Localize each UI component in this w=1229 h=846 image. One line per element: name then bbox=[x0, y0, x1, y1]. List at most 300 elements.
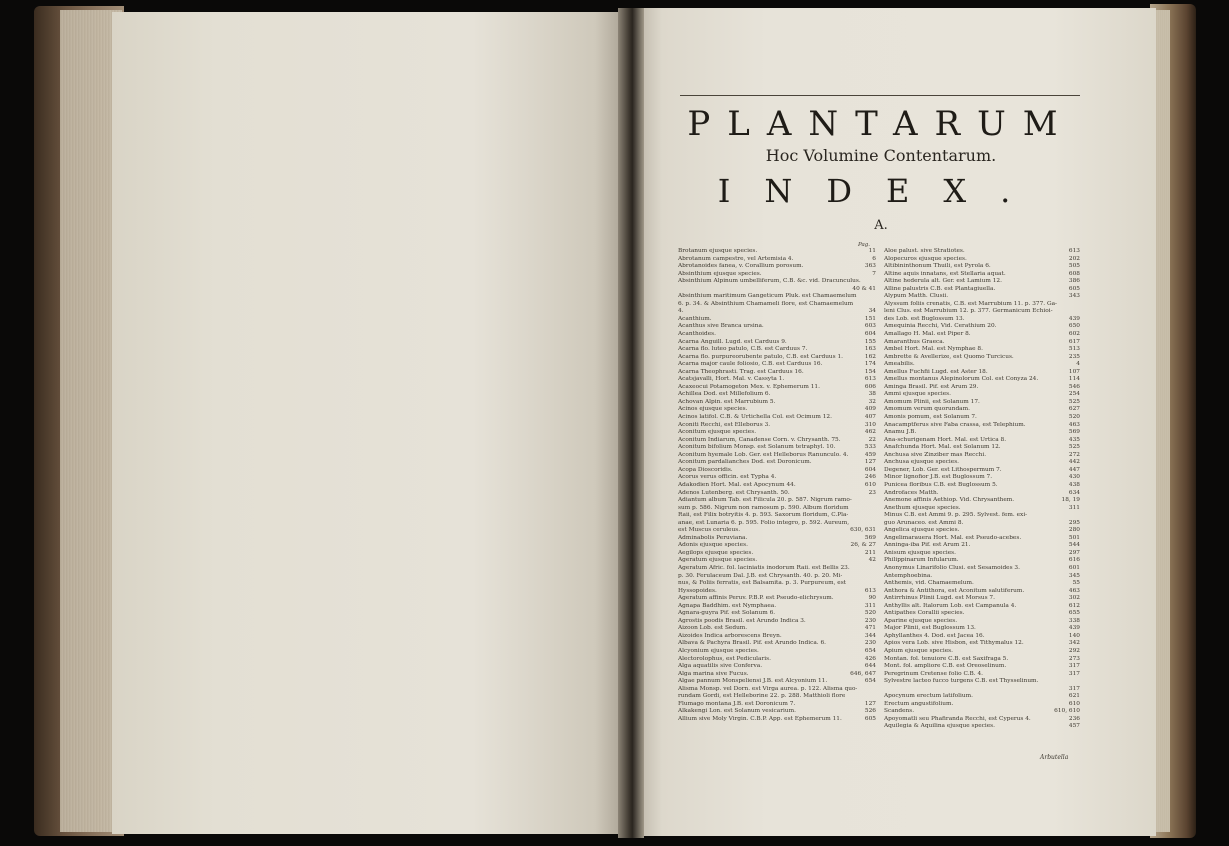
entry-name: Acinos ejusque species. bbox=[678, 406, 748, 413]
entry-page: 463 bbox=[1068, 421, 1080, 428]
entry-page: 6 bbox=[872, 255, 876, 262]
entry-name: rundam Gordi, est Helleborine 22. p. 288. Matthioli flore bbox=[678, 693, 846, 700]
entry-page: 344 bbox=[864, 632, 876, 639]
entry-name: Aconitum pardalianches Dod. est Doronicum. bbox=[678, 459, 812, 466]
index-entry bbox=[678, 542, 876, 550]
index-entry bbox=[678, 527, 876, 535]
index-entry bbox=[678, 399, 876, 407]
index-entry bbox=[884, 535, 1080, 543]
entry-name: Acorus verus officin. est Typha 4. bbox=[678, 474, 777, 481]
entry-name: Altine hederula alt. Ger. est Lamium 12. bbox=[884, 278, 1002, 285]
entry-page: 246 bbox=[864, 474, 876, 481]
index-entry bbox=[884, 248, 1080, 256]
index-entry bbox=[678, 625, 876, 633]
index-entry bbox=[678, 716, 876, 724]
entry-page: 295 bbox=[1068, 519, 1080, 526]
index-entry bbox=[678, 248, 876, 256]
entry-name: Acinos latifol. C.B. & Urtichella Col. est Ocimum 12. bbox=[678, 414, 832, 421]
entry-page bbox=[873, 301, 876, 309]
entry-page: 608 bbox=[1068, 270, 1080, 277]
entry-name: Amonis pomum, est Solanum 7. bbox=[884, 414, 977, 421]
entry-page: 127 bbox=[864, 700, 876, 707]
entry-name: Aparine ejusque species. bbox=[884, 617, 958, 624]
index-entry bbox=[678, 686, 876, 694]
entry-page: 55 bbox=[1072, 580, 1080, 587]
index-entry bbox=[884, 391, 1080, 399]
entry-page: 254 bbox=[1068, 391, 1080, 398]
index-entry bbox=[884, 723, 1080, 731]
entry-page: 525 bbox=[1068, 398, 1080, 405]
entry-name: Amomum verum quorundam. bbox=[884, 406, 970, 413]
index-entry bbox=[678, 384, 876, 392]
entry-page: 317 bbox=[1068, 685, 1080, 692]
entry-page: 345 bbox=[1068, 572, 1080, 579]
index-entry bbox=[678, 301, 876, 309]
entry-name: Altine aquis innatans, est Stellaria aquat. bbox=[884, 270, 1006, 277]
entry-name: anae, est Lunaria 6. p. 595. Folio integro, p. 592. Aureum, bbox=[678, 519, 850, 526]
entry-name: Acanthus sive Branca ursina. bbox=[678, 323, 764, 330]
index-entry bbox=[678, 323, 876, 331]
index-entry bbox=[678, 588, 876, 596]
entry-page: 163 bbox=[864, 346, 876, 353]
index-entry bbox=[884, 406, 1080, 414]
index-entry bbox=[678, 474, 876, 482]
entry-name: Aegilops ejusque species. bbox=[678, 549, 754, 556]
entry-name: Erectum angustifolium. bbox=[884, 700, 954, 707]
index-entry bbox=[678, 580, 876, 588]
entry-page: 650 bbox=[1068, 323, 1080, 330]
entry-page: 430 bbox=[1068, 474, 1080, 481]
entry-page: 533 bbox=[864, 444, 876, 451]
entry-page: 613 bbox=[864, 376, 876, 383]
entry-name: Anethum ejusque species. bbox=[884, 504, 961, 511]
entry-page: 462 bbox=[864, 429, 876, 436]
entry-name: Minor lignofior J.B. est Buglossum 7. bbox=[884, 474, 993, 481]
blank-left-page bbox=[112, 12, 626, 834]
entry-page: 617 bbox=[1068, 338, 1080, 345]
index-column-right bbox=[884, 248, 1080, 731]
index-entry bbox=[678, 512, 876, 520]
entry-name: Alline palustris C.B. est Plantagiuella. bbox=[884, 285, 996, 292]
index-entry bbox=[678, 308, 876, 316]
entry-page: 569 bbox=[1068, 429, 1080, 436]
entry-name: Ageratum ejusque species. bbox=[678, 557, 758, 564]
entry-name: Amaranthus Graeca. bbox=[884, 338, 945, 345]
index-entry bbox=[678, 633, 876, 641]
index-entry bbox=[678, 459, 876, 467]
index-entry bbox=[884, 663, 1080, 671]
entry-name: Anafchunda Hort. Mal. est Solanum 12. bbox=[884, 444, 1001, 451]
entry-page: 230 bbox=[864, 640, 876, 647]
page-column-label: Pag. bbox=[858, 242, 871, 248]
entry-name: Adonis ejusque species. bbox=[678, 542, 748, 549]
index-entry bbox=[678, 444, 876, 452]
entry-name: Ambrette & Avellerize, est Quomo Turcicus. bbox=[884, 353, 1014, 360]
entry-page: 613 bbox=[864, 587, 876, 594]
entry-name: Alisma Monsp. vel Dorn. est Virga aurea. p. 122. Alisma quo- bbox=[678, 685, 858, 692]
entry-page: 601 bbox=[1068, 564, 1080, 571]
entry-page: 513 bbox=[1068, 346, 1080, 353]
index-entry bbox=[884, 482, 1080, 490]
entry-page: 526 bbox=[864, 708, 876, 715]
entry-page: 603 bbox=[864, 323, 876, 330]
index-entry bbox=[678, 520, 876, 528]
entry-page: 544 bbox=[1068, 542, 1080, 549]
entry-name: Adiantum album Tab. est Filicula 20. p. 587. Nigrum ramo- bbox=[678, 497, 852, 504]
entry-name: Alga aquatilis sive Conferva. bbox=[678, 663, 763, 670]
index-entry bbox=[678, 671, 876, 679]
entry-page: 438 bbox=[1068, 481, 1080, 488]
entry-page: 546 bbox=[1068, 383, 1080, 390]
entry-page: 235 bbox=[1068, 353, 1080, 360]
entry-name: Aconitum ejusque species. bbox=[678, 429, 757, 436]
entry-page: 311 bbox=[864, 602, 876, 609]
entry-name: Adakodien Hort. Mal. est Apocynum 44. bbox=[678, 481, 796, 488]
index-entry bbox=[884, 263, 1080, 271]
entry-name: Anthyllis alt. Italorum Lob. est Campanula 4. bbox=[884, 602, 1017, 609]
entry-name: Acarna flo. purpureorubente patulo, C.B. est Carduus 1. bbox=[678, 353, 844, 360]
index-entry bbox=[884, 361, 1080, 369]
index-entry bbox=[884, 278, 1080, 286]
index-entry bbox=[678, 663, 876, 671]
entry-page: 463 bbox=[1068, 587, 1080, 594]
index-entry bbox=[884, 308, 1080, 316]
entry-page: 646, 647 bbox=[850, 670, 876, 677]
entry-name: Alopecuros ejusque species. bbox=[884, 255, 967, 262]
index-entry bbox=[884, 701, 1080, 709]
index-entry bbox=[678, 339, 876, 347]
entry-name: Ana-schurigenam Hort. Mal. est Urtica 8. bbox=[884, 436, 1007, 443]
index-entry bbox=[884, 414, 1080, 422]
entry-name: Alkakengi Lon. est Solanum vesicarium. bbox=[678, 708, 796, 715]
index-entry bbox=[884, 557, 1080, 565]
entry-name: Ageratum Afric. fol. laciniatis inodorum Raii. est Bellis 23. bbox=[678, 564, 850, 571]
index-entry bbox=[678, 595, 876, 603]
entry-name: Aconitum bifolium Monsp. est Solanum tetraphyl. 10. bbox=[678, 444, 836, 451]
entry-name: Amomum Plinii, est Solanum 17. bbox=[884, 398, 980, 405]
index-entry bbox=[678, 693, 876, 701]
entry-name: Anthemis, vid. Chamaemelum. bbox=[884, 580, 974, 587]
entry-name: Antirrhinus Plinii Lugd. est Morsus 7. bbox=[884, 595, 995, 602]
index-entry bbox=[884, 595, 1080, 603]
entry-page: 236 bbox=[1068, 715, 1080, 722]
entry-name: Achillea Dod. est Millefolium 6. bbox=[678, 391, 771, 398]
entry-page bbox=[1077, 512, 1080, 520]
entry-page: 612 bbox=[1068, 602, 1080, 609]
entry-page: 114 bbox=[1068, 376, 1080, 383]
entry-name: Angelica ejusque species. bbox=[884, 527, 960, 534]
index-entry bbox=[884, 497, 1080, 505]
entry-page: 7 bbox=[872, 270, 876, 277]
entry-page: 610, 610 bbox=[1054, 708, 1080, 715]
entry-name: Punicea floribus C.B. est Buglossum 5. bbox=[884, 481, 998, 488]
index-entry bbox=[884, 316, 1080, 324]
index-entry bbox=[884, 580, 1080, 588]
index-entry bbox=[884, 399, 1080, 407]
index-entry bbox=[678, 557, 876, 565]
entry-page bbox=[873, 512, 876, 520]
entry-page: 107 bbox=[1068, 368, 1080, 375]
index-entry bbox=[884, 271, 1080, 279]
entry-name: Absinthium maritimum Gangeticum Pluk. est Chamaemelum bbox=[678, 293, 857, 300]
entry-name: Degener, Lob. Ger. est Lithospermum 7. bbox=[884, 466, 1002, 473]
entry-page: 644 bbox=[864, 663, 876, 670]
entry-page bbox=[873, 520, 876, 528]
entry-page bbox=[873, 686, 876, 694]
section-letter: A. bbox=[874, 218, 888, 233]
entry-name: Amellus Fuchfii Lugd. est Aster 18. bbox=[884, 368, 988, 375]
entry-name: Aconitum Indiarum, Canadense Corn. v. Chrysanth. 75. bbox=[678, 436, 841, 443]
entry-name: Altibininthonum Thuili, est Pyrola 6. bbox=[884, 263, 991, 270]
entry-page: 42 bbox=[868, 557, 876, 564]
index-entry bbox=[678, 573, 876, 581]
entry-name: Anthora & Antithora, est Aconitum salutiferum. bbox=[884, 587, 1025, 594]
entry-name: 4. bbox=[678, 308, 684, 315]
entry-name: Aminga Brasil. Pif. est Arum 29. bbox=[884, 383, 979, 390]
index-entry bbox=[884, 354, 1080, 362]
entry-page: 174 bbox=[864, 361, 876, 368]
entry-name: Anemone affinis Aethiop. Vid. Chrysanthem. bbox=[884, 497, 1015, 504]
index-entry bbox=[678, 286, 876, 294]
index-entry bbox=[884, 346, 1080, 354]
index-entry bbox=[678, 331, 876, 339]
entry-page bbox=[873, 497, 876, 505]
entry-page: 604 bbox=[864, 466, 876, 473]
entry-name: Peregrinum Cretense folio C.B. 4. bbox=[884, 670, 984, 677]
entry-name: des Lob. est Buglossum 13. bbox=[884, 315, 965, 322]
index-entry bbox=[884, 588, 1080, 596]
entry-name: Antipathes Corallii species. bbox=[884, 610, 965, 617]
index-entry bbox=[678, 361, 876, 369]
index-entry bbox=[678, 263, 876, 271]
entry-page: 272 bbox=[1068, 451, 1080, 458]
index-entry bbox=[884, 301, 1080, 309]
entry-name: Agnara-guyra Pif. est Solanum 6. bbox=[678, 610, 776, 617]
entry-page: 310 bbox=[864, 421, 876, 428]
entry-name: Ameabilis. bbox=[884, 361, 915, 368]
entry-name: Apoyomatli seu Phafiranda Recchi, est Cyperus 4. bbox=[884, 715, 1031, 722]
entry-page: 18, 19 bbox=[1061, 497, 1080, 504]
entry-page: 627 bbox=[1068, 406, 1080, 413]
entry-page bbox=[1077, 678, 1080, 686]
book-gutter bbox=[618, 8, 644, 838]
index-entry bbox=[678, 346, 876, 354]
entry-page: 386 bbox=[1068, 278, 1080, 285]
entry-page: 151 bbox=[864, 315, 876, 322]
entry-name: Amequinia Recchi, Vid. Cerathium 20. bbox=[884, 323, 997, 330]
index-entry bbox=[884, 376, 1080, 384]
index-entry bbox=[884, 565, 1080, 573]
entry-page: 297 bbox=[1068, 549, 1080, 556]
index-entry bbox=[884, 716, 1080, 724]
entry-name: Brotanum ejusque species. bbox=[678, 248, 758, 254]
entry-name: Hyssopoides. bbox=[678, 587, 717, 594]
header-rule bbox=[680, 95, 1080, 96]
entry-name: nus, & Foliis ferratis, est Balsamita. p. 3. Purpureum, est bbox=[678, 580, 846, 587]
index-entry bbox=[678, 640, 876, 648]
entry-name: Acatsjavalli, Hort. Mal. v. Cassyta 1. bbox=[678, 376, 785, 383]
index-entry bbox=[884, 444, 1080, 452]
index-entry bbox=[884, 331, 1080, 339]
entry-name: Acarna Anguill. Lugd. est Carduus 9. bbox=[678, 338, 787, 345]
index-entry bbox=[678, 565, 876, 573]
entry-name: Adminabolis Peruviana. bbox=[678, 534, 748, 541]
entry-page: 520 bbox=[864, 610, 876, 617]
entry-page: 317 bbox=[1068, 670, 1080, 677]
entry-page: 654 bbox=[864, 647, 876, 654]
entry-page: 634 bbox=[1068, 489, 1080, 496]
entry-page: 439 bbox=[1068, 315, 1080, 322]
entry-page bbox=[873, 693, 876, 701]
entry-page: 569 bbox=[864, 534, 876, 541]
entry-name: Anacamptferus sive Faba crassa, est Telephium. bbox=[884, 421, 1026, 428]
entry-page: 280 bbox=[1068, 527, 1080, 534]
entry-name: Androfaces Matth. bbox=[884, 489, 939, 496]
entry-page: 447 bbox=[1068, 466, 1080, 473]
entry-page: 630, 631 bbox=[850, 527, 876, 534]
index-entry bbox=[884, 573, 1080, 581]
index-entry bbox=[884, 542, 1080, 550]
entry-page: 610 bbox=[1068, 700, 1080, 707]
entry-page: 616 bbox=[1068, 557, 1080, 564]
entry-name: Angelimarauera Hort. Mal. est Pseudo-acebes. bbox=[884, 534, 1022, 541]
entry-name: Ageratum affinis Peruv. P.B.P. est Pseudo-elichrysum. bbox=[678, 595, 834, 602]
catchword: Arbutella bbox=[1040, 754, 1069, 761]
index-entry bbox=[678, 708, 876, 716]
index-entry bbox=[884, 459, 1080, 467]
index-entry bbox=[884, 520, 1080, 528]
entry-page: 426 bbox=[864, 655, 876, 662]
index-entry bbox=[884, 625, 1080, 633]
entry-name: Anisum ejusque species. bbox=[884, 549, 956, 556]
index-entry bbox=[884, 256, 1080, 264]
index-entry bbox=[884, 339, 1080, 347]
entry-page: 154 bbox=[864, 368, 876, 375]
entry-name: Abrotanum campestre, vel Artemisia 4. bbox=[678, 255, 794, 262]
index-entry bbox=[884, 467, 1080, 475]
entry-name: Agnapa Baddhim. est Nymphaea. bbox=[678, 602, 777, 609]
entry-page: 273 bbox=[1068, 655, 1080, 662]
entry-page: 605 bbox=[864, 715, 876, 722]
entry-name: Mont. fol. ampliore C.B. est Oreoselinum. bbox=[884, 663, 1007, 670]
index-entry bbox=[678, 535, 876, 543]
index-entry bbox=[884, 610, 1080, 618]
entry-name: Abrotanoides fanea, v. Corallium porosum. bbox=[678, 263, 804, 270]
index-entry bbox=[678, 256, 876, 264]
entry-name: Antemphoebina. bbox=[884, 572, 933, 579]
entry-page: 127 bbox=[864, 459, 876, 466]
entry-name: Philippinarum Infularum. bbox=[884, 557, 959, 564]
entry-page: 654 bbox=[864, 678, 876, 685]
entry-name: Achovan Alpin. est Marrubium 5. bbox=[678, 398, 776, 405]
index-entry bbox=[884, 369, 1080, 377]
entry-name: Anamu J.B. bbox=[884, 429, 917, 436]
index-entry bbox=[884, 490, 1080, 498]
index-heading: INDEX. bbox=[717, 172, 1045, 210]
index-entry bbox=[884, 671, 1080, 679]
entry-page: 505 bbox=[1068, 263, 1080, 270]
entry-name: leni Clus. est Marrubium 12. p. 377. Germanicum Echioi- bbox=[884, 308, 1053, 315]
entry-page: 40 & 41 bbox=[852, 285, 876, 292]
index-entry bbox=[884, 618, 1080, 626]
entry-name: Aconitum hyemale Lob. Ger. est Helleborus Ranunculo. 4. bbox=[678, 451, 849, 458]
entry-page bbox=[1077, 301, 1080, 309]
entry-name: Alypum Matth. Clusii. bbox=[884, 293, 949, 300]
entry-page: 621 bbox=[1068, 693, 1080, 700]
index-entry bbox=[678, 316, 876, 324]
entry-page: 211 bbox=[864, 549, 876, 556]
index-entry bbox=[884, 640, 1080, 648]
entry-page: 604 bbox=[864, 331, 876, 338]
index-entry bbox=[678, 482, 876, 490]
index-entry bbox=[884, 452, 1080, 460]
entry-page bbox=[873, 505, 876, 513]
entry-name: Aloe palust. sive Stratiotes. bbox=[884, 248, 965, 254]
index-entry bbox=[884, 708, 1080, 716]
index-entry bbox=[884, 648, 1080, 656]
index-entry bbox=[678, 701, 876, 709]
entry-name: Sylvestre lacteo fucco turgens C.B. est Thysselinum. bbox=[884, 678, 1039, 685]
index-entry bbox=[884, 527, 1080, 535]
entry-name: Aquilegia & Aquilina ejusque species. bbox=[884, 723, 995, 730]
entry-name: Raii, est Filix botryitis 4. p. 593. Saxorum floridum, C.Pla- bbox=[678, 512, 849, 519]
entry-name: Acaxeocui Potamogeton Mex. v. Ephemerum 11. bbox=[678, 383, 820, 390]
index-entry bbox=[678, 271, 876, 279]
index-entry bbox=[678, 648, 876, 656]
entry-name: Montan. fol. tenuiore C.B. est Saxifraga 5. bbox=[884, 655, 1009, 662]
entry-name: Agrostis poodis Brasil. est Arundo Indica 3. bbox=[678, 617, 806, 624]
entry-page bbox=[1077, 308, 1080, 316]
entry-page: 613 bbox=[1068, 248, 1080, 254]
entry-name: Algae pannum Monspeliensi J.B. est Alcyonium 11. bbox=[678, 678, 828, 685]
index-entry bbox=[884, 474, 1080, 482]
index-entry bbox=[678, 391, 876, 399]
entry-name: Ambel Hort. Mal. est Nymphae 8. bbox=[884, 346, 983, 353]
index-entry bbox=[884, 505, 1080, 513]
entry-page bbox=[873, 580, 876, 588]
entry-name: Apios vera Lob. sive Hisbon, est Tithymalus 12. bbox=[884, 640, 1024, 647]
entry-name: Alga marina sive Fucus. bbox=[678, 670, 749, 677]
entry-name: 6. p. 34. & Absinthium Chamameli flore, est Chamaemelum bbox=[678, 300, 854, 307]
entry-page: 11 bbox=[868, 248, 876, 254]
index-entry bbox=[884, 429, 1080, 437]
entry-name: Adenos Lutenberg. est Chrysanth. 50. bbox=[678, 489, 790, 496]
entry-name: Allium sive Moly Virgin. C.B.P. App. est Ephemerum 11. bbox=[678, 715, 842, 722]
entry-name: Apocynum erectum latifolium. bbox=[884, 693, 973, 700]
index-entry bbox=[678, 618, 876, 626]
index-entry bbox=[884, 678, 1080, 686]
entry-name: Scandens. bbox=[884, 708, 915, 715]
entry-name: guo Arunaceo. est Ammi 8. bbox=[884, 519, 964, 526]
index-entry bbox=[884, 384, 1080, 392]
entry-name: Aizoides Indica arborescens Breyn. bbox=[678, 632, 782, 639]
entry-page: 363 bbox=[864, 263, 876, 270]
entry-name: Albava & Pachyra Brasil. Pif. est Arundo Indica. 6. bbox=[678, 640, 826, 647]
entry-page: 26, & 27 bbox=[850, 542, 876, 549]
entry-page: 338 bbox=[1068, 617, 1080, 624]
index-entry bbox=[678, 505, 876, 513]
entry-name: Anonymus Linarifolio Clusi. est Sesamoides 3. bbox=[884, 564, 1020, 571]
entry-page: 525 bbox=[1068, 444, 1080, 451]
entry-name: Apium ejusque species. bbox=[884, 647, 953, 654]
entry-name: Absinthium ejusque species. bbox=[678, 270, 762, 277]
entry-name: Aconiti Recchi, est Elleborus 3. bbox=[678, 421, 771, 428]
index-entry bbox=[678, 429, 876, 437]
entry-page: 471 bbox=[864, 625, 876, 632]
page-subtitle: Hoc Volumine Contentarum. bbox=[765, 146, 997, 165]
entry-page: 342 bbox=[1068, 640, 1080, 647]
entry-page: 520 bbox=[1068, 414, 1080, 421]
